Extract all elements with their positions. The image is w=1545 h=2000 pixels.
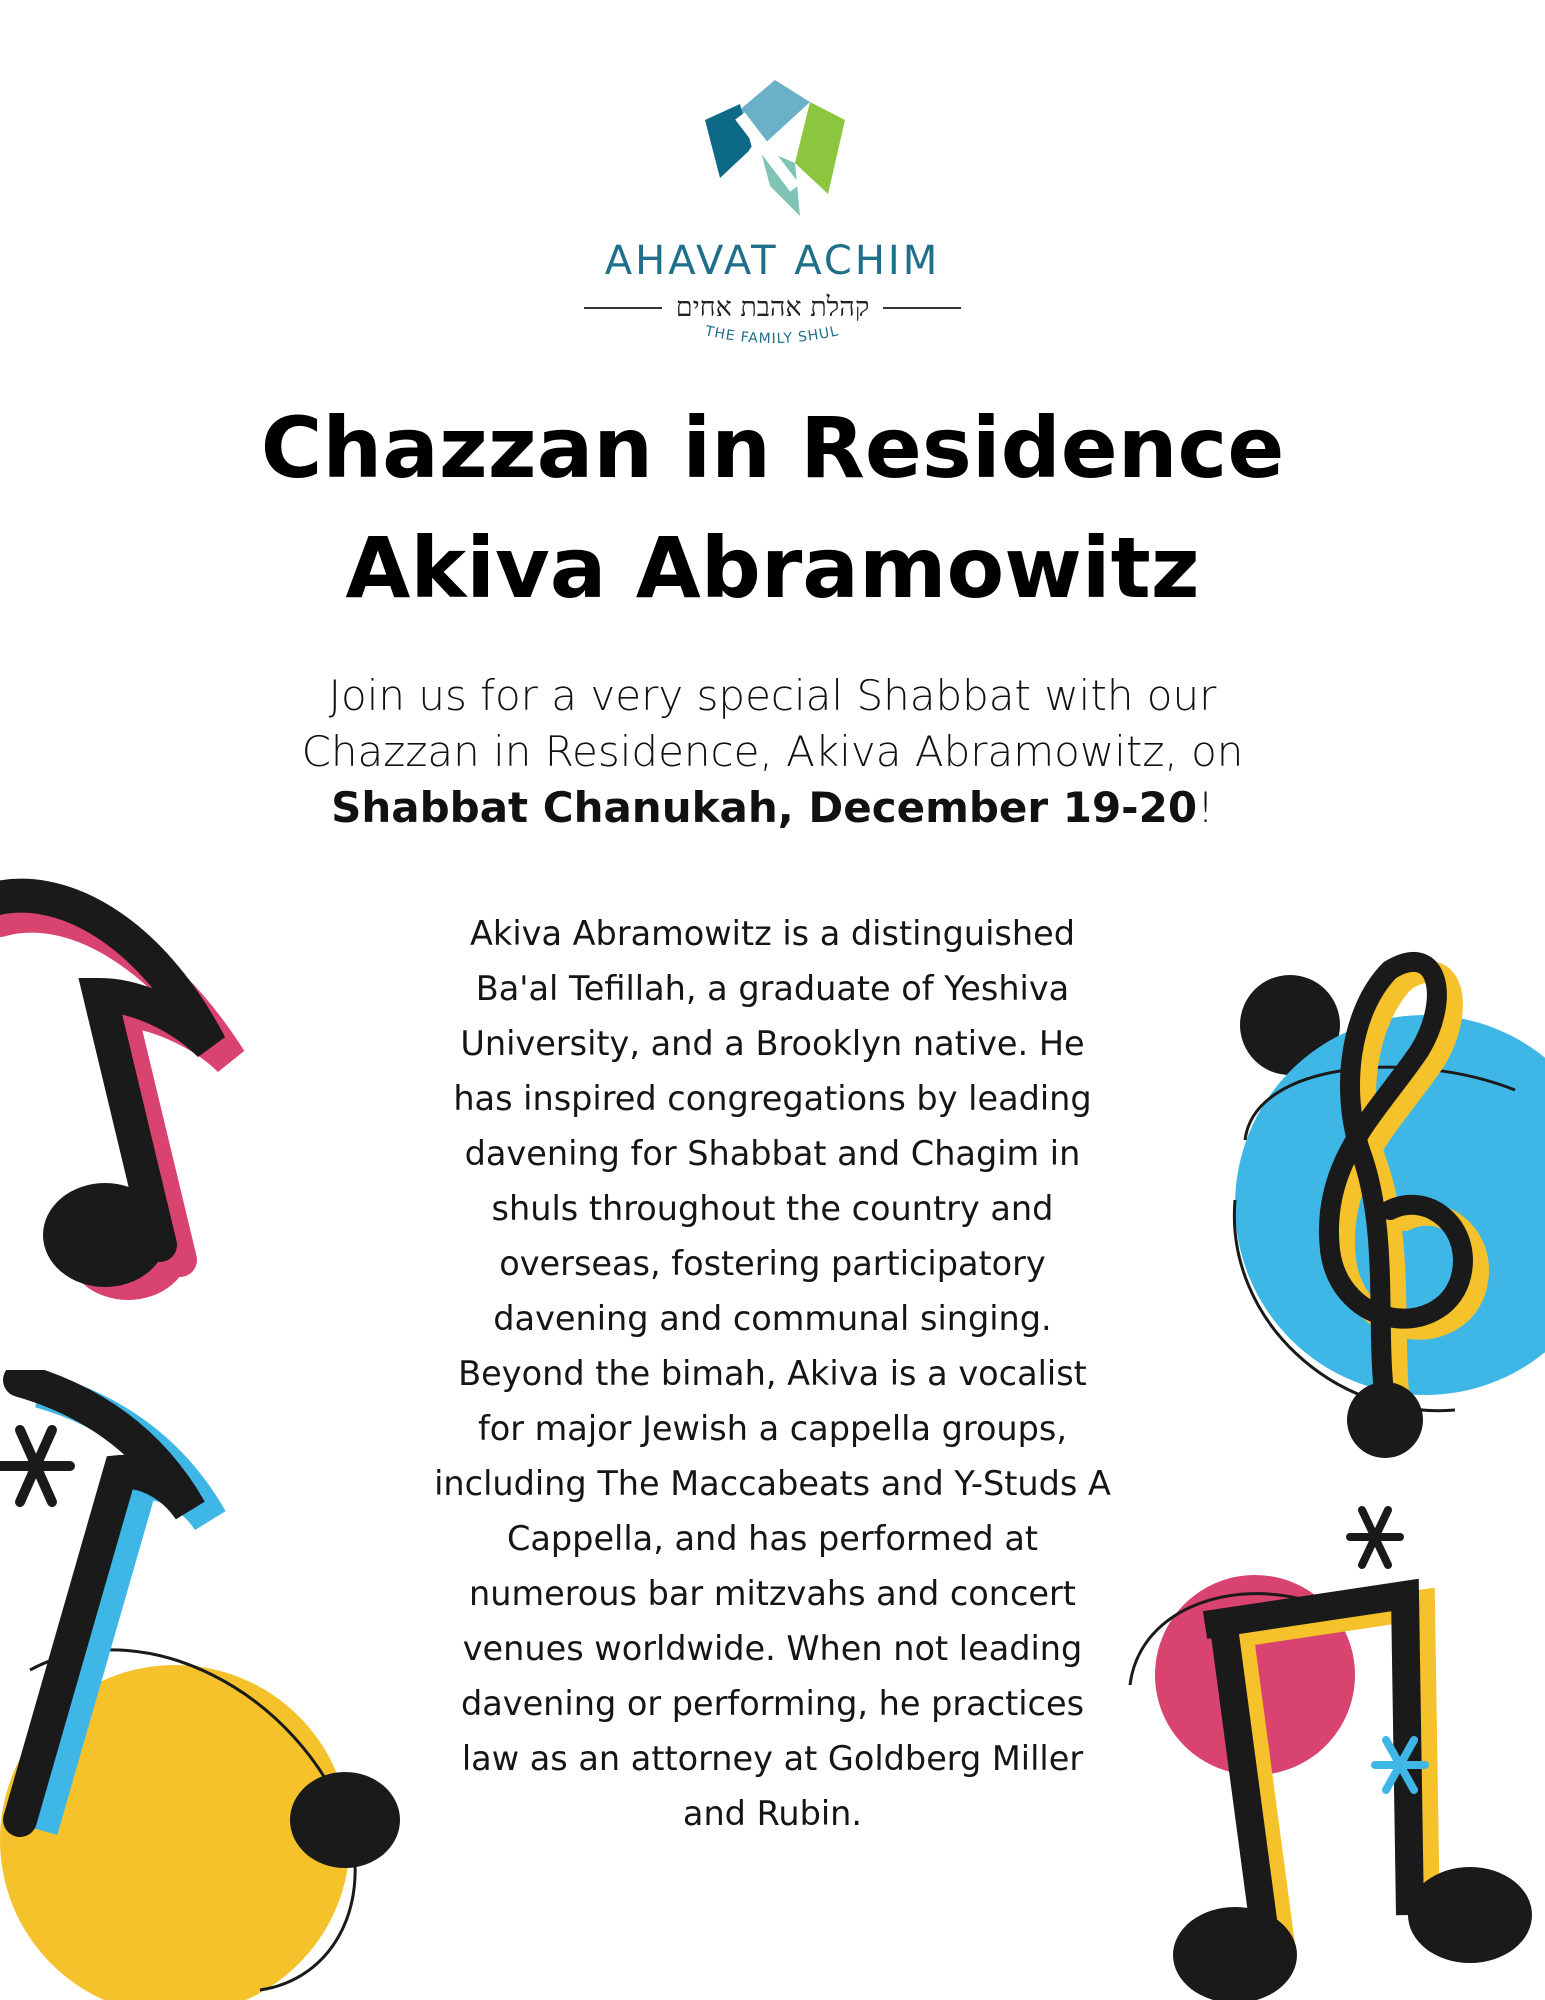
intro-line-1: Join us for a very special Shabbat with our: [328, 671, 1217, 720]
svg-text:THE FAMILY SHUL: [703, 323, 841, 347]
bio-paragraph: Akiva Abramowitz is a distinguished Ba'al Tefillah, a graduate of Yeshiva University, and a Brooklyn native. He has inspired congregations by leading davening for Shabbat and Chagim in shuls throughout the country and overseas, fostering participatory davening and communal singing. Beyond the bimah, Akiva is a vocalist for major Jewish a cappella groups, including The Maccabeats and Y-Studs A Cappella, and has performed at numerous bar mitzvahs and concert venues worldwide. When not leading davening or performing, he practices law as an attorney at Goldberg Miller and Rubin.: [434, 914, 1111, 1833]
event-date: Shabbat Chanukah, December 19-20: [331, 783, 1198, 832]
divider: [584, 307, 662, 309]
music-note-icon: [0, 1370, 420, 2000]
org-hebrew-name: קהלת אהבת אחים: [675, 292, 870, 323]
music-note-icon: [0, 860, 260, 1340]
title-line-2: Akiva Abramowitz: [345, 519, 1200, 617]
logo-icon: [700, 78, 850, 218]
intro-paragraph: [190, 668, 1355, 836]
asterisk-icon: [1345, 1505, 1405, 1570]
divider: [883, 307, 961, 309]
asterisk-icon: [0, 1430, 70, 1502]
intro-exclamation: !: [1197, 783, 1214, 832]
tagline-text: THE FAMILY SHUL: [703, 323, 841, 348]
title-line-1: Chazzan in Residence: [260, 399, 1285, 497]
intro-line-2: Chazzan in Residence, Akiva Abramowitz, on: [301, 727, 1244, 776]
org-name: AHAVAT ACHIM: [604, 238, 941, 284]
org-tagline: [672, 318, 872, 360]
page-title: [0, 388, 1545, 628]
treble-clef-icon: [1215, 940, 1545, 1500]
beamed-notes-icon: [1120, 1565, 1545, 2000]
